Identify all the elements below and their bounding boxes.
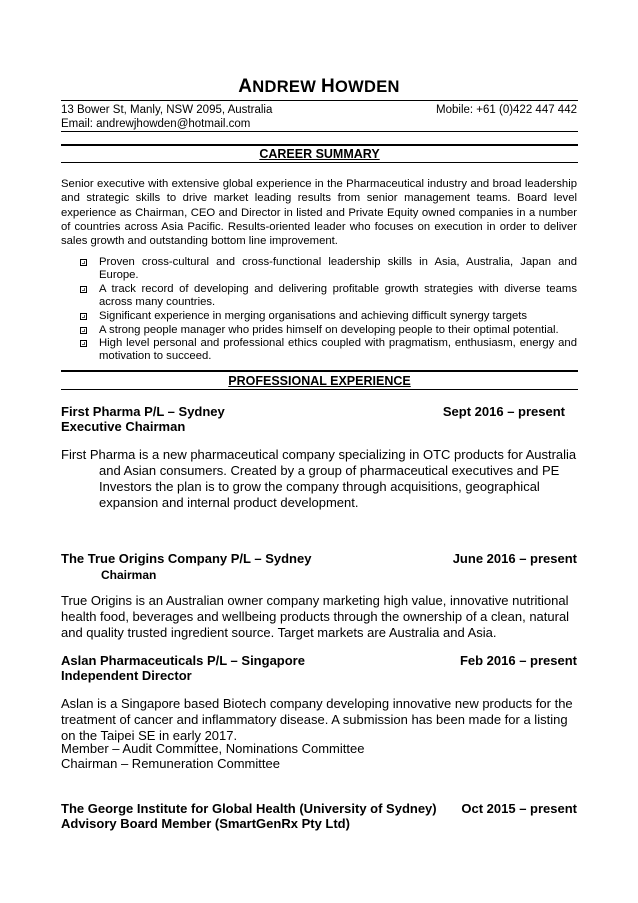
job-role: Chairman (101, 568, 157, 582)
job-description: Aslan is a Singapore based Biotech company developing innovative new products for the treatment of cancer and inflammatory disease. A submission has been made for a listing on the Taipei SE in early 2017. (61, 696, 573, 743)
candidate-name: ANDREW HOWDEN (238, 76, 400, 97)
job-role: Advisory Board Member (SmartGenRx Pty Ltd) (61, 816, 350, 831)
job-description: First Pharma is a new pharmaceutical company specializing in OTC products for Australia and Asian consumers. Created by a group of pharmaceutical executives and PE Investors the plan is to grow the company through acquisitions, geographical expansion and internal product development. (61, 447, 577, 510)
list-item: Significant experience in merging organisations and achieving difficult synergy targets (80, 310, 577, 323)
committee-membership: Member – Audit Committee, Nominations Committee (61, 741, 365, 756)
list-item: A strong people manager who prides himself on developing people to their optimal potential. (80, 324, 577, 337)
header-rule-top (61, 100, 578, 101)
job-description: True Origins is an Australian owner company marketing high value, innovative nutritional health food, beverages and wellbeing products through the ownership of a clean, natural and quality trusted ingredient source. Target markets are Australia and Asia. (61, 593, 570, 640)
header-rule-bottom (61, 131, 578, 132)
summary-bullet-list (80, 256, 577, 364)
job-company: The True Origins Company P/L – Sydney (61, 551, 312, 566)
job-dates: Sept 2016 – present (442, 404, 565, 419)
job-role: Executive Chairman (61, 419, 186, 434)
professional-experience-heading: PROFESSIONAL EXPERIENCE (228, 374, 411, 388)
checkbox-bullet-icon (80, 286, 87, 293)
list-item: High level personal and professional ethics coupled with pragmatism, enthusiasm, energy and motivation to succeed. (80, 337, 577, 363)
list-item: Proven cross-cultural and cross-functional leadership skills in Asia, Australia, Japan and Europe. (80, 256, 577, 282)
job-dates: Oct 2015 – present (461, 801, 577, 816)
career-summary-heading: CAREER SUMMARY (259, 147, 380, 161)
job-dates: Feb 2016 – present (459, 653, 577, 668)
section-rule-bottom (61, 162, 578, 163)
career-summary-paragraph: Senior executive with extensive global experience in the Pharmaceutical industry and broad leadership and strategic skills to drive market leading results from senior management teams. Board level experience as Chairman, CEO and Director in listed and Private Equity owned companies in a number of countries across Asia Pacific. Results-oriented leader who focuses on execution in order to deliver sales growth and outstanding bottom line improvement. (61, 178, 577, 248)
mobile-number: Mobile: +61 (0)422 447 442 (436, 104, 577, 116)
email: Email: andrewjhowden@hotmail.com (61, 118, 251, 130)
job-role: Independent Director (61, 668, 192, 683)
checkbox-bullet-icon (80, 327, 87, 334)
address: 13 Bower St, Manly, NSW 2095, Australia (61, 104, 273, 116)
checkbox-bullet-icon (80, 313, 87, 320)
list-item: A track record of developing and delivering profitable growth strategies with diverse teams across many countries. (80, 283, 577, 309)
section-rule-top (61, 370, 578, 372)
committee-chair: Chairman – Remuneration Committee (61, 756, 280, 771)
section-rule-top (61, 144, 578, 146)
job-company: The George Institute for Global Health (University of Sydney) (61, 801, 437, 816)
job-company: Aslan Pharmaceuticals P/L – Singapore (61, 653, 305, 668)
section-rule-bottom (61, 389, 578, 390)
job-dates: June 2016 – present (452, 551, 577, 566)
checkbox-bullet-icon (80, 259, 87, 266)
checkbox-bullet-icon (80, 340, 87, 347)
job-company: First Pharma P/L – Sydney (61, 404, 225, 419)
